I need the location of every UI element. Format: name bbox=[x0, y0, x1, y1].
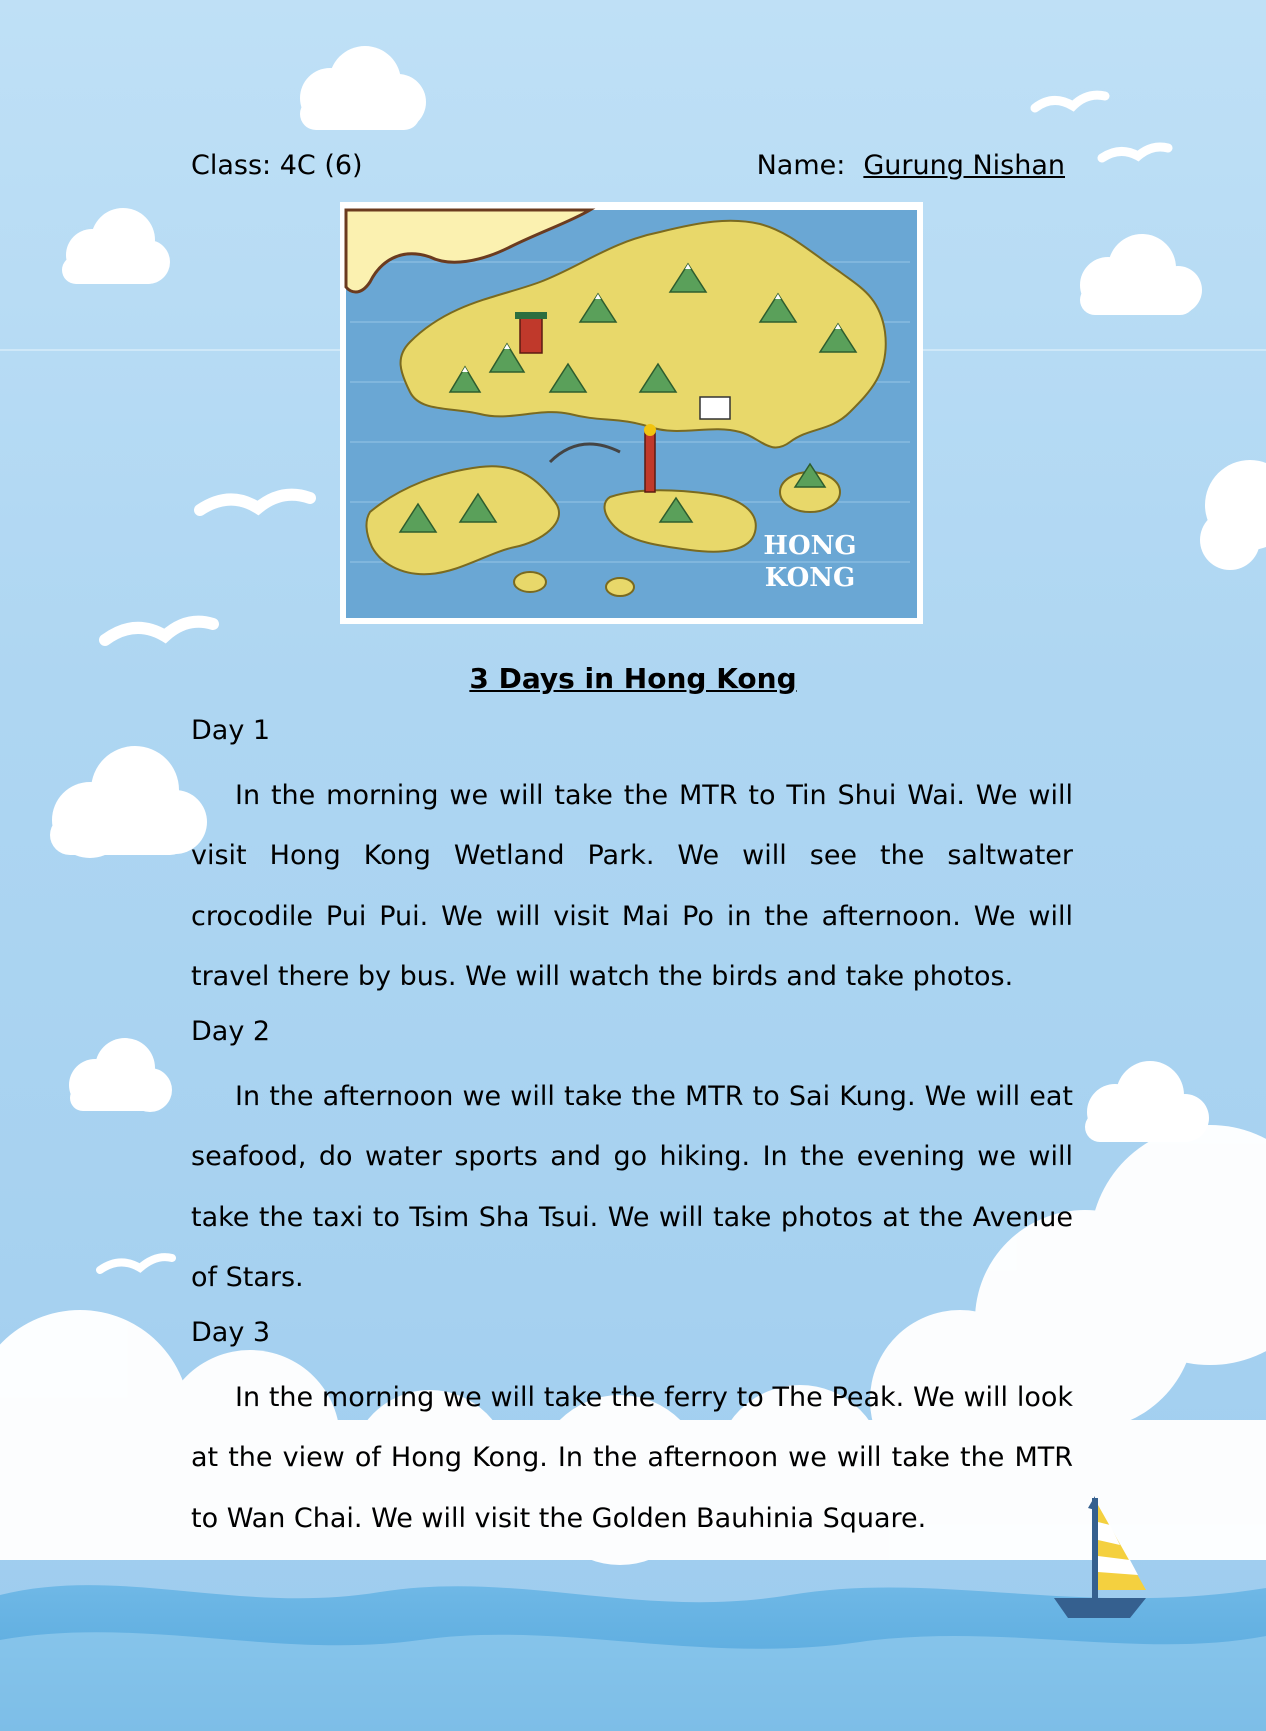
cloud-icon bbox=[1080, 234, 1202, 315]
seagull-icon bbox=[105, 622, 213, 640]
student-header bbox=[191, 150, 1071, 190]
seagull-icon bbox=[1102, 147, 1168, 158]
day-2-paragraph: In the afternoon we will take the MTR to Sai Kung. We will eat seafood, do water sports and go hiking. In the evening we will take the taxi to Tsim Sha Tsui. We will take photos at the Avenue of Stars. bbox=[191, 1081, 1073, 1293]
day-1-paragraph: In the morning we will take the MTR to Tin Shui Wai. We will visit Hong Kong Wetland Park. We will see the saltwater crocodile Pui Pui. We will visit Mai Po in the afternoon. We will travel there by bus. We will watch the birds and take photos. bbox=[191, 780, 1073, 992]
name-field bbox=[757, 150, 1071, 181]
page-title: 3 Days in Hong Kong bbox=[469, 662, 797, 695]
map-label-kong: KONG bbox=[764, 563, 856, 593]
day-2-heading: Day 2 bbox=[191, 1016, 271, 1047]
day-1-heading: Day 1 bbox=[191, 715, 271, 746]
day-3-heading: Day 3 bbox=[191, 1317, 271, 1348]
student-name: Gurung Nishan bbox=[863, 150, 1065, 181]
cloud-icon bbox=[50, 746, 207, 858]
class-label: Class: 4C (6) bbox=[191, 150, 363, 181]
hong-kong-map-illustration bbox=[340, 202, 923, 624]
name-label: Name: bbox=[756, 150, 846, 181]
seagull-icon bbox=[1035, 95, 1105, 108]
seagull-icon bbox=[100, 1257, 172, 1270]
cloud-icon bbox=[300, 46, 426, 130]
cloud-icon bbox=[1200, 460, 1266, 570]
map-label-hong: HONG bbox=[763, 531, 857, 561]
cloud-icon bbox=[69, 1038, 172, 1112]
seagull-icon bbox=[200, 495, 310, 510]
day-3-paragraph: In the morning we will take the ferry to The Peak. We will look at the view of Hong Kong. In the afternoon we will take the MTR to Wan Chai. We will visit the Golden Bauhinia Square. bbox=[191, 1382, 1073, 1534]
cloud-icon bbox=[62, 208, 170, 284]
